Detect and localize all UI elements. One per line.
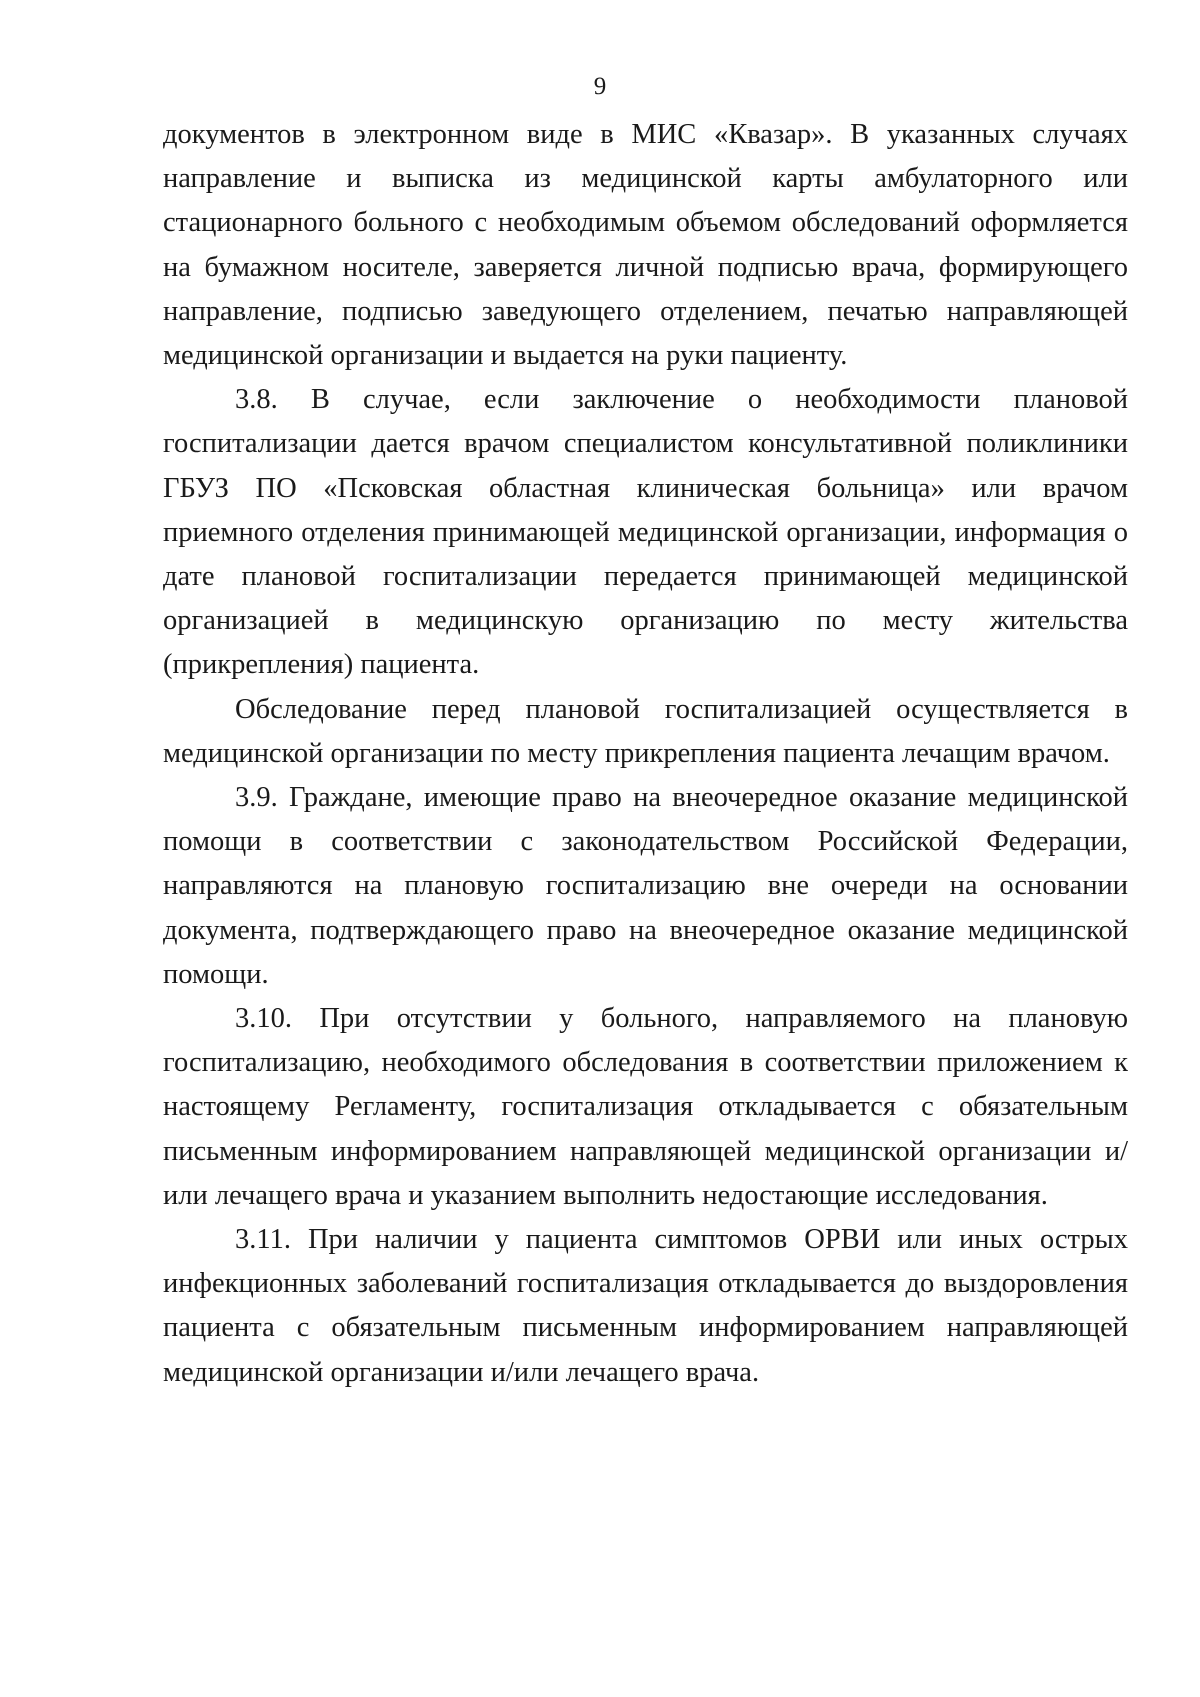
page-number: 9 xyxy=(593,73,607,100)
paragraph-3-9: 3.9. Граждане, имеющие право на внеочередное оказание медицинской помощи в соответствии с законодательством Российской Федерации, направляются на плановую госпитализацию вне очереди на основании документа, подтверждающего право на внеочередное оказание медицинской помощи. xyxy=(163,782,1128,990)
paragraph-3-10: 3.10. При отсутствии у больного, направляемого на плановую госпитализацию, необходимого обследования в соответствии приложением к настоящему Регламенту, госпитализация откладывается с обязательным письменным информированием направляющей медицинской организации и/или лечащего врача и указанием выполнить недостающие исследования. xyxy=(163,1003,1128,1211)
paragraph-3-11: 3.11. При наличии у пациента симптомов ОРВИ или иных острых инфекционных заболеваний госпитализация откладывается до выздоровления пациента с обязательным письменным информированием направляющей медицинской организации и/или лечащего врача. xyxy=(163,1224,1128,1388)
paragraph-3-8: 3.8. В случае, если заключение о необходимости плановой госпитализации дается врачом специалистом консультативной поликлиники ГБУЗ ПО «Псковская областная клиническая больница» или врачом приемного отделения принимающей медицинской организации, информация о дате плановой госпитализации передается принимающей медицинской организацией в медицинскую организацию по месту жительства (прикрепления) пациента. xyxy=(163,384,1128,681)
paragraph-continuation: документов в электронном виде в МИС «Квазар». В указанных случаях направление и выписка из медицинской карты амбулаторного или стационарного больного с необходимым объемом обследований оформляется на бумажном носителе, заверяется личной подписью врача, формирующего направление, подписью заведующего отделением, печатью направляющей медицинской организации и выдается на руки пациенту. xyxy=(163,119,1128,372)
document-body xyxy=(163,113,1128,1395)
paragraph-examination: Обследование перед плановой госпитализацией осуществляется в медицинской организации по месту прикрепления пациента лечащим врачом. xyxy=(163,693,1128,769)
